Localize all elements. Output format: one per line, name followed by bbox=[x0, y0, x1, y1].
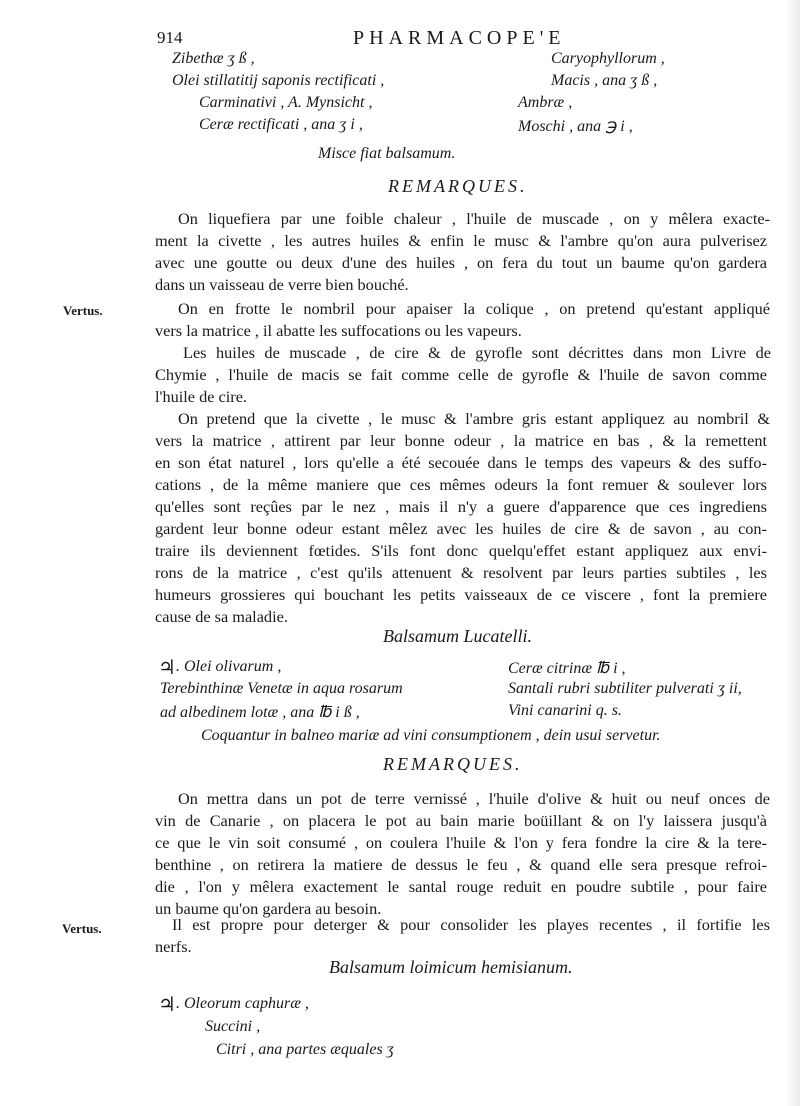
page-number: 914 bbox=[157, 28, 183, 47]
remarks-heading: REMARQUES. bbox=[388, 176, 528, 196]
recipe2-right-line: Santali rubri subtiliter pulverati ʒ ii, bbox=[508, 680, 742, 697]
recipe3-line: Citri , ana partes æquales ʒ bbox=[216, 1041, 394, 1058]
paragraph-line: die , l'on y mêlera exactement le santal rouge reduit en poudre subtile , pour faire bbox=[155, 877, 767, 896]
paragraph-line: On mettra dans un pot de terre vernissé , l'huile d'olive & huit ou neuf onces de bbox=[178, 789, 770, 808]
recipe2-instruction: Coquantur in balneo mariæ ad vini consumptionem , dein usui servetur. bbox=[201, 727, 661, 744]
recipe1-left-line: Carminativi , A. Mynsicht , bbox=[199, 94, 373, 111]
recipe1-right-line: Macis , ana ʒ ß , bbox=[551, 72, 658, 89]
paragraph-line: traire ils deviennent fœtides. S'ils font donc quelqu'effet estant appliquez aux envi- bbox=[155, 541, 767, 560]
paragraph-line: cations , de la même maniere que ces mêmes odeurs la font remuer & soulever lors bbox=[155, 475, 767, 494]
recipe2-right-line: Vini canarini q. s. bbox=[508, 702, 622, 719]
recipe1-right-line: Moschi , ana ℈ i , bbox=[518, 118, 633, 135]
paragraph-line: On en frotte le nombril pour apaiser la colique , on pretend qu'estant appliqué bbox=[178, 299, 770, 318]
recipe-symbol-icon: ♃ bbox=[158, 994, 176, 1016]
paragraph-line: benthine , on retirera la matiere de dessus le feu , & quand elle sera presque refroi- bbox=[155, 855, 767, 874]
paragraph-line: gardent leur bonne odeur estant mêlez avec les huiles de cire & de savon , au con- bbox=[155, 519, 767, 538]
recipe1-left-line: Zibethæ ʒ ß , bbox=[172, 50, 255, 67]
recipe1-right-line: Caryophyllorum , bbox=[551, 50, 665, 67]
paragraph-line: Les huiles de muscade , de cire & de gyrofle sont décrittes dans mon Livre de bbox=[183, 343, 771, 362]
paragraph-line: cause de sa maladie. bbox=[155, 607, 288, 626]
paragraph-line: en son état naturel , lors qu'elle a été secouée dans le temps des vapeurs & des suffo- bbox=[155, 453, 767, 472]
recipe2-left-line: ad albedinem lotæ , ana ℔ i ß , bbox=[160, 704, 360, 721]
paragraph-line: un baume qu'on gardera au besoin. bbox=[155, 899, 382, 918]
paragraph-line: rons de la matrice , c'est qu'ils attenuent & resolvent par leurs parties subtiles , les bbox=[155, 563, 767, 582]
recipe2-left-line: Terebinthinæ Venetæ in aqua rosarum bbox=[160, 680, 403, 697]
paragraph-line: Il est propre pour deterger & pour consolider les playes recentes , il fortifie les bbox=[172, 915, 770, 934]
recipe2-left-line: . Olei olivarum , bbox=[176, 658, 282, 675]
recipe1-left-line: Olei stillatitij saponis rectificati , bbox=[172, 72, 385, 89]
recipe2-right-line: Ceræ citrinæ ℔ i , bbox=[508, 660, 626, 677]
recipe3-line: Succini , bbox=[205, 1018, 261, 1035]
remarks-heading: REMARQUES. bbox=[383, 754, 523, 774]
recipe1-left-line: Ceræ rectificati , ana ʒ i , bbox=[199, 116, 363, 133]
page-edge-shadow bbox=[785, 0, 800, 1106]
margin-note-vertus: Vertus. bbox=[62, 921, 102, 936]
paragraph-line: l'huile de cire. bbox=[155, 387, 247, 406]
paragraph-line: vers la matrice , attirent par leur bonne odeur , la matrice en bas , & la remettent bbox=[155, 431, 767, 450]
paragraph-line: On liquefiera par une foible chaleur , l'huile de muscade , on y mêlera exacte- bbox=[178, 209, 770, 228]
paragraph-line: Chymie , l'huile de macis se fait comme celle de gyrofle & l'huile de savon comme bbox=[155, 365, 767, 384]
margin-note-vertus: Vertus. bbox=[63, 303, 103, 318]
paragraph-line: ce que le vin soit consumé , on coulera l'huile & l'on y fera fondre la cire & la tere- bbox=[155, 833, 767, 852]
recipe-title: Balsamum Lucatelli. bbox=[383, 626, 532, 646]
paragraph-line: avec une goutte ou deux d'une des huiles , on fera du tout un baume qu'on gardera bbox=[155, 253, 767, 272]
paragraph-line: vers la matrice , il abatte les suffocations ou les vapeurs. bbox=[155, 321, 522, 340]
paragraph-line: dans un vaisseau de verre bien bouché. bbox=[155, 275, 409, 294]
recipe1-instruction: Misce fiat balsamum. bbox=[318, 145, 456, 162]
paragraph-line: humeurs grossieres qui bouchant les petits vaisseaux de ce viscere , font la premiere bbox=[155, 585, 767, 604]
running-head: PHARMACOPE'E bbox=[353, 27, 566, 49]
paragraph-line: vin de Canarie , on placera le pot au bain marie boüillant & on l'y laissera jusqu'à bbox=[155, 811, 767, 830]
recipe-symbol-icon: ♃ bbox=[158, 657, 176, 679]
recipe1-right-line: Ambræ , bbox=[518, 94, 573, 111]
paragraph-line: nerfs. bbox=[155, 937, 192, 956]
paragraph-line: qu'elles sont reçûes par le nez , mais il n'y a guere d'apparence que ces ingrediens bbox=[155, 497, 767, 516]
paragraph-line: On pretend que la civette , le musc & l'ambre gris estant appliquez au nombril & bbox=[178, 409, 770, 428]
recipe-title: Balsamum loimicum hemisianum. bbox=[329, 957, 573, 977]
paragraph-line: ment la civette , les autres huiles & enfin le musc & l'ambre qu'on aura pulverisez bbox=[155, 231, 767, 250]
recipe3-line: . Oleorum caphuræ , bbox=[176, 995, 309, 1012]
